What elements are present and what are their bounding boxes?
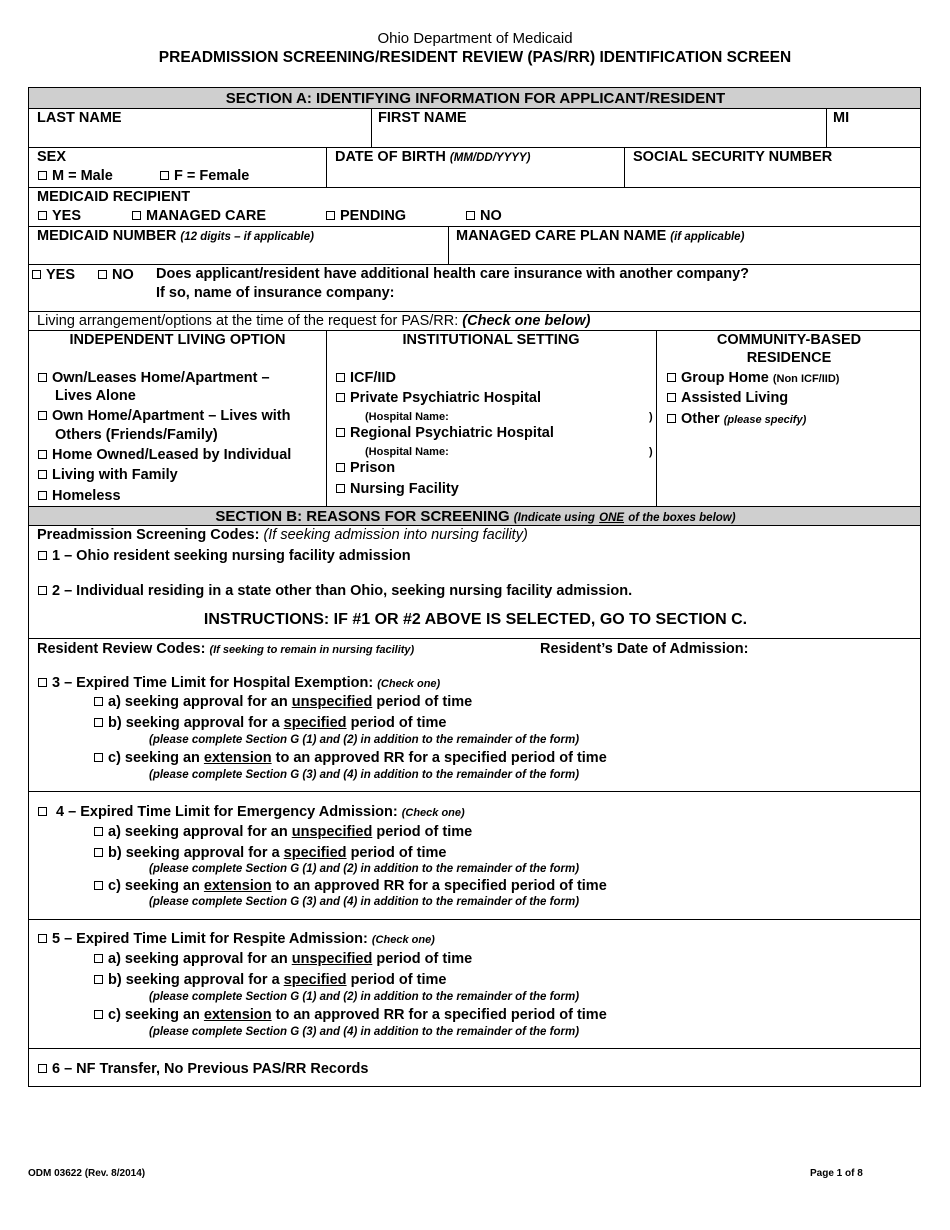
col2-item-prison[interactable]: Prison [336, 460, 395, 477]
sex-male-option[interactable]: M = Male [38, 168, 113, 185]
code-4-option[interactable]: 4 – Expired Time Limit for Emergency Admission: (Check one) [38, 804, 465, 822]
checkbox-icon[interactable] [38, 211, 47, 220]
checkbox-icon[interactable] [94, 827, 103, 836]
mr-no-option[interactable]: NO [466, 208, 502, 225]
checkbox-icon[interactable] [38, 934, 47, 943]
checkbox-icon[interactable] [94, 975, 103, 984]
code-6-option[interactable]: 6 – NF Transfer, No Previous PAS/RR Records [38, 1061, 368, 1078]
checkbox-icon[interactable] [667, 393, 676, 402]
code-4-option-c[interactable]: c) seeking an extension to an approved RR for a specified period of time [94, 878, 607, 895]
ins-no-option[interactable]: NO [98, 267, 134, 284]
checkbox-icon[interactable] [94, 1010, 103, 1019]
checkbox-icon[interactable] [38, 171, 47, 180]
code-3-option[interactable]: 3 – Expired Time Limit for Hospital Exemption: (Check one) [38, 675, 440, 693]
code-5-option-a[interactable]: a) seeking approval for an unspecified period of time [94, 951, 472, 968]
checkbox-icon[interactable] [160, 171, 169, 180]
regional-hospital-name-label: (Hospital Name: [365, 446, 449, 458]
code-5-note-b: (please complete Section G (1) and (2) in addition to the remainder of the form) [149, 991, 580, 1003]
ins-yes-option[interactable]: YES [32, 267, 75, 284]
instructions-text: INSTRUCTIONS: IF #1 OR #2 ABOVE IS SELECTED, GO TO SECTION C. [203, 611, 748, 628]
checkbox-icon[interactable] [38, 586, 47, 595]
community-residence-title-1: COMMUNITY-BASED [716, 332, 862, 348]
independent-living-title: INDEPENDENT LIVING OPTION [69, 332, 286, 348]
col2-item-nursing-facility[interactable]: Nursing Facility [336, 481, 459, 498]
code-4-note-c: (please complete Section G (3) and (4) in addition to the remainder of the form) [149, 896, 580, 908]
private-hospital-name-label: (Hospital Name: [365, 411, 449, 423]
checkbox-icon[interactable] [32, 270, 41, 279]
mr-yes-option[interactable]: YES [38, 208, 81, 225]
code-4-option-a[interactable]: a) seeking approval for an unspecified period of time [94, 824, 472, 841]
checkbox-icon[interactable] [94, 718, 103, 727]
checkbox-icon[interactable] [94, 954, 103, 963]
sex-female-option[interactable]: F = Female [160, 168, 249, 185]
regional-hospital-close-paren: ) [649, 446, 653, 458]
col3-item-group-home[interactable]: Group Home (Non ICF/IID) [667, 370, 839, 388]
checkbox-icon[interactable] [132, 211, 141, 220]
code-3-option-b[interactable]: b) seeking approval for a specified period of time [94, 715, 446, 732]
form-body [28, 87, 921, 1087]
checkbox-icon[interactable] [38, 470, 47, 479]
code-2-option[interactable]: 2 – Individual residing in a state other than Ohio, seeking nursing facility admission. [38, 583, 632, 600]
col1-item-homeless[interactable]: Homeless [38, 488, 121, 505]
checkbox-icon[interactable] [38, 1064, 47, 1073]
checkbox-icon[interactable] [466, 211, 475, 220]
institutional-setting-title: INSTITUTIONAL SETTING [402, 332, 580, 348]
code-3-note-c: (please complete Section G (3) and (4) in addition to the remainder of the form) [149, 769, 580, 781]
dob-label: DATE OF BIRTH (MM/DD/YYYY) [335, 149, 531, 165]
code-5-option-c[interactable]: c) seeking an extension to an approved RR for a specified period of time [94, 1007, 607, 1024]
private-hospital-close-paren: ) [649, 411, 653, 423]
code-5-option-b[interactable]: b) seeking approval for a specified period of time [94, 972, 446, 989]
code-3-option-a[interactable]: a) seeking approval for an unspecified period of time [94, 694, 472, 711]
checkbox-icon[interactable] [38, 678, 47, 687]
admission-date-label: Resident’s Date of Admission: [540, 641, 749, 657]
form-id: ODM 03622 (Rev. 8/2014) [28, 1168, 146, 1179]
insurance-company-label: If so, name of insurance company: [156, 285, 395, 301]
checkbox-icon[interactable] [98, 270, 107, 279]
form-title: PREADMISSION SCREENING/RESIDENT REVIEW (PAS/RR) IDENTIFICATION SCREEN [158, 49, 792, 66]
checkbox-icon[interactable] [38, 491, 47, 500]
col1-item-living-family[interactable]: Living with Family [38, 467, 178, 484]
checkbox-icon[interactable] [94, 848, 103, 857]
col1-item-own-alone[interactable]: Own/Leases Home/Apartment – [38, 370, 270, 387]
checkbox-icon[interactable] [38, 551, 47, 560]
checkbox-icon[interactable] [38, 411, 47, 420]
col1-item-home-owned[interactable]: Home Owned/Leased by Individual [38, 447, 291, 464]
col1-item-own-others[interactable]: Own Home/Apartment – Lives with [38, 408, 291, 425]
ssn-label: SOCIAL SECURITY NUMBER [633, 149, 833, 165]
community-residence-title-2: RESIDENCE [746, 350, 832, 366]
code-4-note-b: (please complete Section G (1) and (2) in addition to the remainder of the form) [149, 863, 580, 875]
checkbox-icon[interactable] [336, 373, 345, 382]
checkbox-icon[interactable] [336, 484, 345, 493]
mr-managed-care-option[interactable]: MANAGED CARE [132, 208, 266, 225]
code-5-option[interactable]: 5 – Expired Time Limit for Respite Admission: (Check one) [38, 931, 435, 949]
code-4-option-b[interactable]: b) seeking approval for a specified period of time [94, 845, 446, 862]
pas-codes-label: Preadmission Screening Codes: (If seeking admission into nursing facility) [37, 527, 528, 543]
insurance-question: Does applicant/resident have additional health care insurance with another company? [156, 266, 750, 282]
col2-item-icf[interactable]: ICF/IID [336, 370, 396, 387]
rr-codes-label: Resident Review Codes: (If seeking to remain in nursing facility) [37, 641, 415, 657]
col3-item-other[interactable]: Other (please specify) [667, 411, 806, 429]
checkbox-icon[interactable] [667, 373, 676, 382]
section-a-title: SECTION A: IDENTIFYING INFORMATION FOR APPLICANT/RESIDENT [225, 90, 726, 107]
code-3-option-c[interactable]: c) seeking an extension to an approved RR for a specified period of time [94, 750, 607, 767]
col2-item-regional-psych[interactable]: Regional Psychiatric Hospital [336, 425, 554, 442]
sex-label: SEX [37, 149, 67, 165]
checkbox-icon[interactable] [336, 428, 345, 437]
managed-care-plan-label: MANAGED CARE PLAN NAME (if applicable) [456, 228, 745, 244]
code-1-option[interactable]: 1 – Ohio resident seeking nursing facility admission [38, 548, 411, 565]
checkbox-icon[interactable] [94, 753, 103, 762]
checkbox-icon[interactable] [38, 450, 47, 459]
checkbox-icon[interactable] [336, 463, 345, 472]
living-arrangement-label: Living arrangement/options at the time of the request for PAS/RR: (Check one below) [37, 313, 591, 329]
agency-name: Ohio Department of Medicaid [377, 30, 573, 47]
code-3-note-b: (please complete Section G (1) and (2) in addition to the remainder of the form) [149, 734, 580, 746]
checkbox-icon[interactable] [94, 697, 103, 706]
col2-item-private-psych[interactable]: Private Psychiatric Hospital [336, 390, 541, 407]
mi-label: MI [833, 110, 850, 126]
checkbox-icon[interactable] [667, 414, 676, 423]
medicaid-recipient-label: MEDICAID RECIPIENT [37, 189, 191, 205]
checkbox-icon[interactable] [336, 393, 345, 402]
col1-item-own-others-cont: Others (Friends/Family) [55, 427, 218, 443]
checkbox-icon[interactable] [94, 881, 103, 890]
mr-pending-option[interactable]: PENDING [326, 208, 406, 225]
page-number: Page 1 of 8 [810, 1168, 863, 1179]
checkbox-icon[interactable] [326, 211, 335, 220]
checkbox-icon[interactable] [38, 807, 47, 816]
section-b-title: SECTION B: REASONS FOR SCREENING (Indicate using ONE of the boxes below) [215, 508, 736, 525]
first-name-label: FIRST NAME [378, 110, 467, 126]
medicaid-number-label: MEDICAID NUMBER (12 digits – if applicable) [37, 228, 314, 244]
col3-item-assisted-living[interactable]: Assisted Living [667, 390, 788, 407]
last-name-label: LAST NAME [37, 110, 122, 126]
col1-item-own-alone-cont: Lives Alone [55, 388, 136, 404]
code-5-note-c: (please complete Section G (3) and (4) in addition to the remainder of the form) [149, 1026, 580, 1038]
checkbox-icon[interactable] [38, 373, 47, 382]
